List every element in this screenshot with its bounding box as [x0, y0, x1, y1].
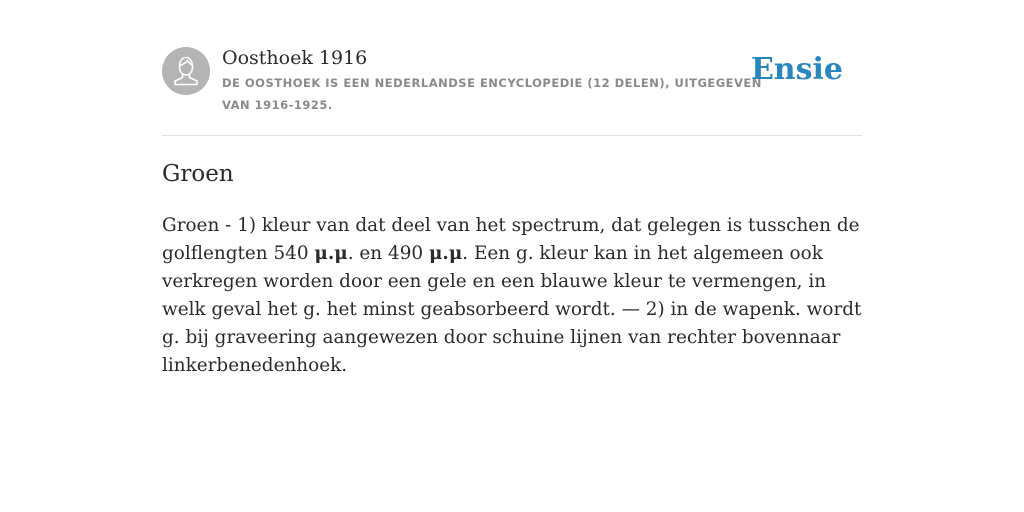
source-title[interactable]: Oosthoek 1916 [222, 47, 368, 69]
entry-body [162, 212, 867, 380]
unit-text: μ.μ [314, 243, 348, 264]
brand-logo[interactable]: Ensie [750, 52, 843, 87]
user-silhouette-icon [162, 47, 210, 95]
entry-title: Groen [162, 161, 234, 187]
entry-body-text: . en 490 [347, 243, 429, 264]
entry-body-text: . Een g. kleur kan in het algemeen ook verkregen worden door een gele en een blauwe kleur te vermengen, in welk geval het g. het minst geabsorbeerd wordt. — 2) in de wapenk. wordt g. bij graveering aangewezen door schuine lijnen van rechter bovennaar linkerbenedenhoek. [162, 243, 862, 376]
unit-text: μ.μ [428, 243, 463, 264]
source-header [162, 44, 862, 136]
source-description: DE OOSTHOEK IS EEN NEDERLANDSE ENCYCLOPEDIE (12 DELEN), UITGEGEVEN VAN 1916-1925. [222, 76, 762, 112]
entry-body-text: Groen - 1) kleur van dat deel van het spectrum, dat gelegen is tusschen de golflengten 540 [162, 215, 860, 264]
